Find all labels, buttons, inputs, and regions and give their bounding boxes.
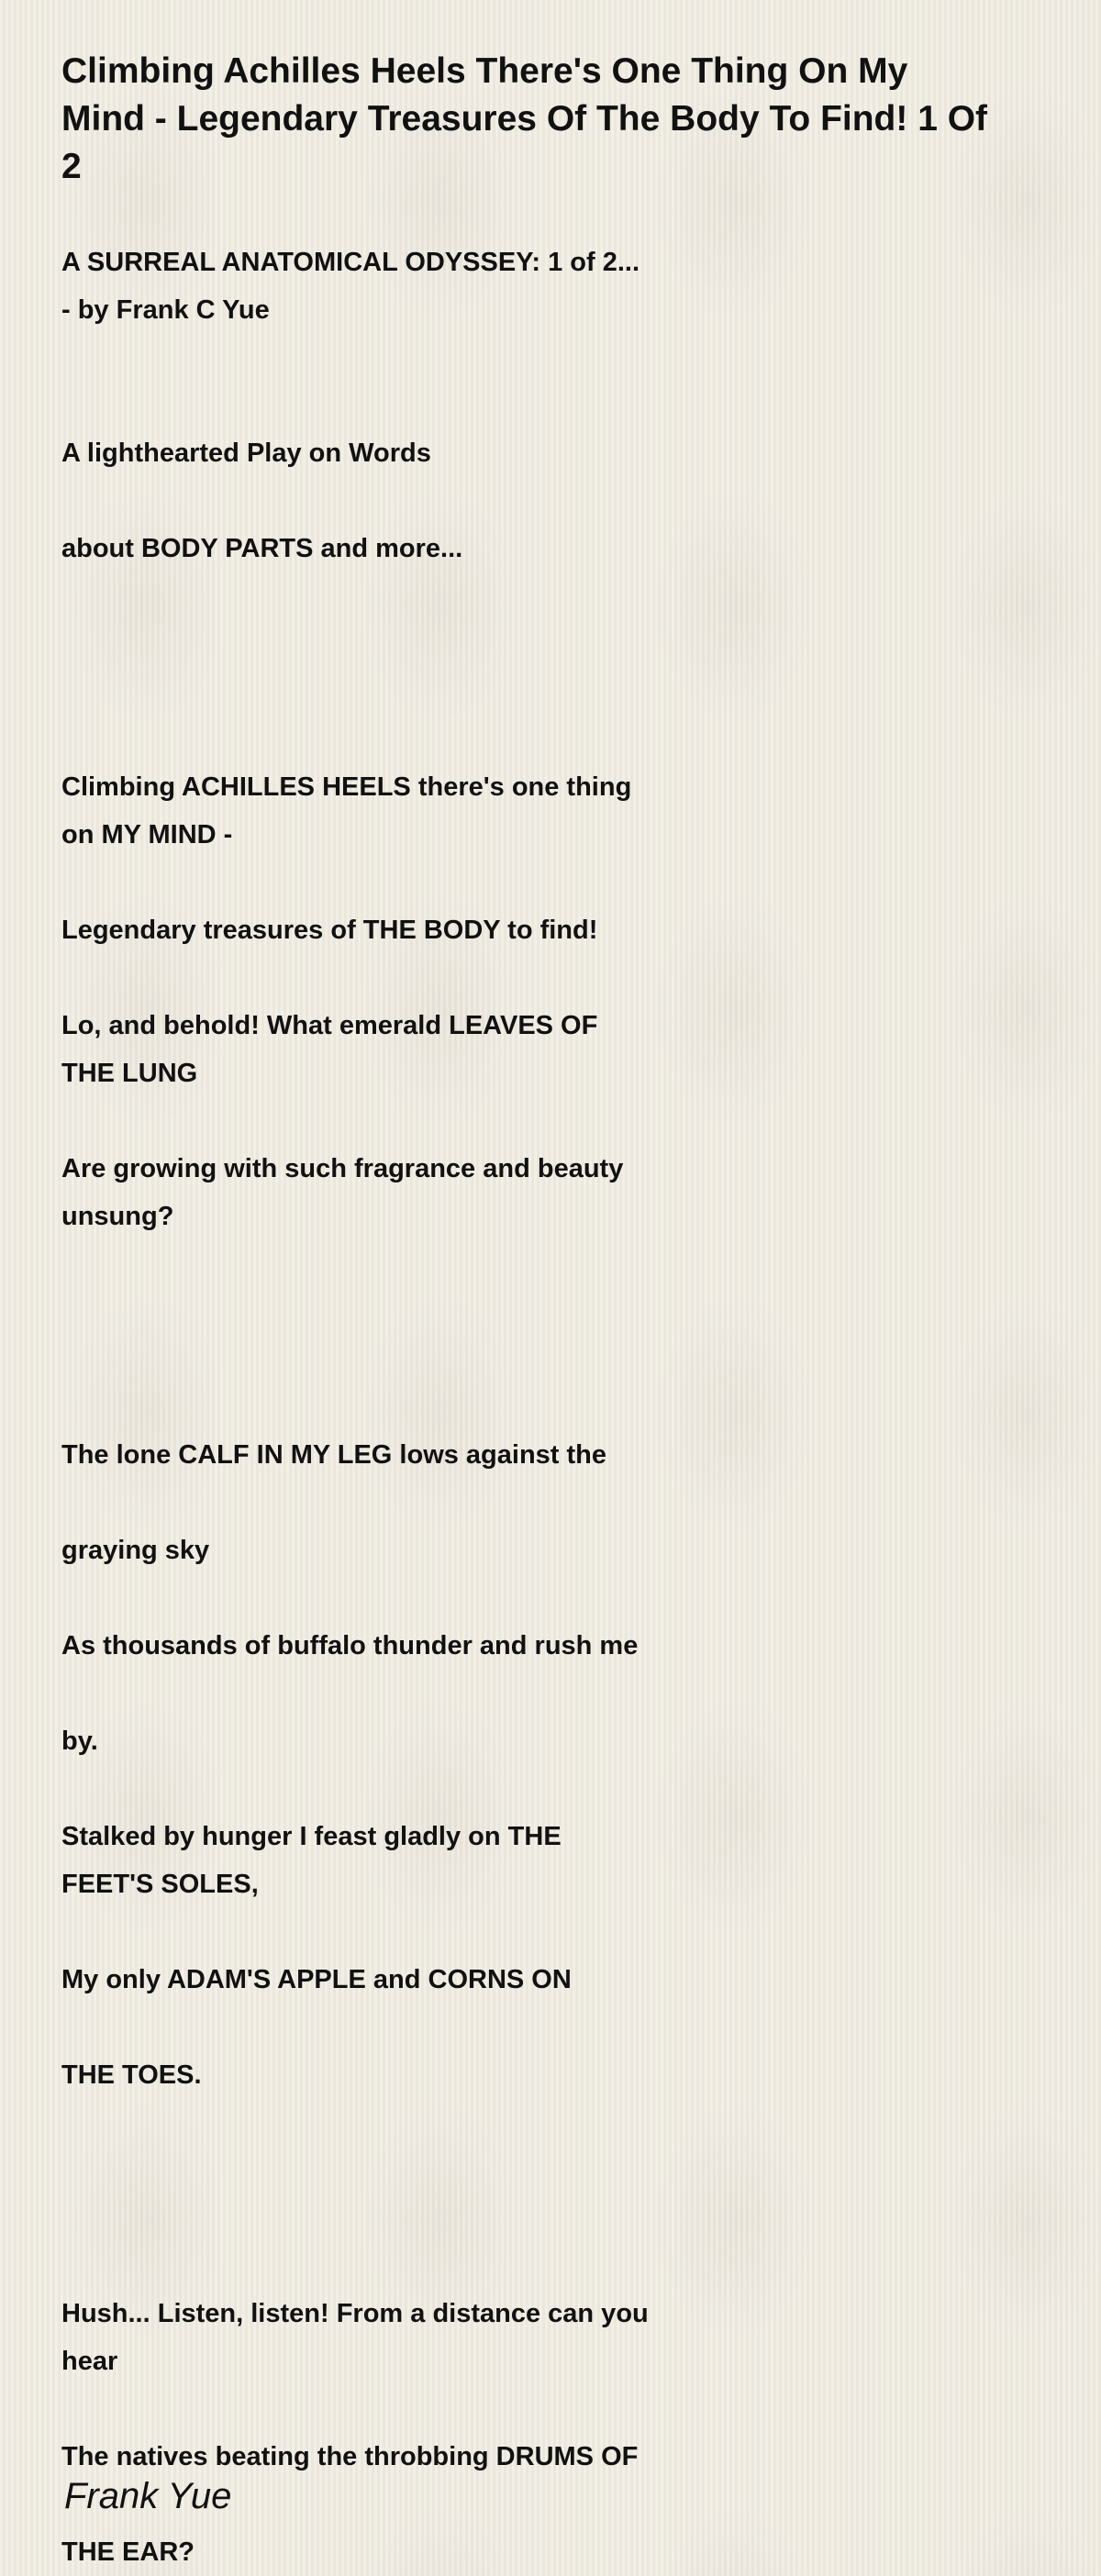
blank-line	[61, 2004, 979, 2051]
blank-line	[61, 859, 979, 906]
blank-line	[61, 1908, 979, 1956]
poem-line: Legendary treasures of THE BODY to find!	[61, 916, 598, 945]
poem-line: FEET'S SOLES,	[61, 1870, 259, 1899]
blank-line	[61, 2385, 979, 2433]
author-signature: Frank Yue	[64, 2476, 232, 2516]
blank-line	[61, 1240, 979, 1288]
blank-line	[61, 1288, 979, 1336]
poem-line: THE TOES.	[61, 2060, 202, 2090]
poem-title: Climbing Achilles Heels There's One Thing On My Mind - Legendary Treasures Of The Body To Find! 1 Of 2	[61, 51, 988, 186]
poem-page	[61, 48, 988, 2576]
poem-line: unsung?	[61, 1202, 174, 1231]
poem-line: THE LUNG	[61, 1059, 198, 1088]
blank-line	[61, 954, 979, 1002]
poem-body	[61, 429, 979, 2576]
blank-line	[61, 2242, 979, 2290]
poem-subtitle	[61, 239, 979, 334]
poem-line: THE EAR?	[61, 2537, 195, 2567]
poem-line: Hush... Listen, listen! From a distance can you	[61, 2299, 649, 2328]
poem-line: A lighthearted Play on Words	[61, 439, 431, 468]
poem-line: Climbing ACHILLES HEELS there's one thing	[61, 772, 632, 802]
blank-line	[61, 1479, 979, 1527]
blank-line	[61, 716, 979, 763]
blank-line	[61, 1336, 979, 1383]
blank-line	[61, 1765, 979, 1813]
poem-line: on MY MIND -	[61, 820, 233, 849]
blank-line	[61, 668, 979, 716]
subtitle-line: A SURREAL ANATOMICAL ODYSSEY: 1 of 2...	[61, 248, 640, 277]
author-byline: - by Frank C Yue	[61, 295, 270, 325]
poem-line: The lone CALF IN MY LEG lows against the	[61, 1440, 607, 1470]
blank-line	[61, 2194, 979, 2242]
poem-line: My only ADAM'S APPLE and CORNS ON	[61, 1965, 572, 1994]
blank-line	[61, 1097, 979, 1145]
poem-line: Stalked by hunger I feast gladly on THE	[61, 1822, 562, 1851]
blank-line	[61, 2099, 979, 2147]
poem-line: by.	[61, 1727, 98, 1756]
blank-line	[61, 1670, 979, 1717]
poem-line: graying sky	[61, 1536, 210, 1565]
poem-line: The natives beating the throbbing DRUMS OF	[61, 2442, 639, 2471]
blank-line	[61, 620, 979, 668]
poem-line: about BODY PARTS and more...	[61, 534, 463, 563]
blank-line	[61, 477, 979, 525]
poem-line: Lo, and behold! What emerald LEAVES OF	[61, 1011, 598, 1040]
poem-line: hear	[61, 2347, 118, 2376]
poem-line: Are growing with such fragrance and beauty	[61, 1154, 624, 1183]
blank-line	[61, 2147, 979, 2194]
blank-line	[61, 572, 979, 620]
blank-line	[61, 1574, 979, 1622]
blank-line	[61, 1383, 979, 1431]
poem-line: As thousands of buffalo thunder and rush me	[61, 1631, 639, 1660]
